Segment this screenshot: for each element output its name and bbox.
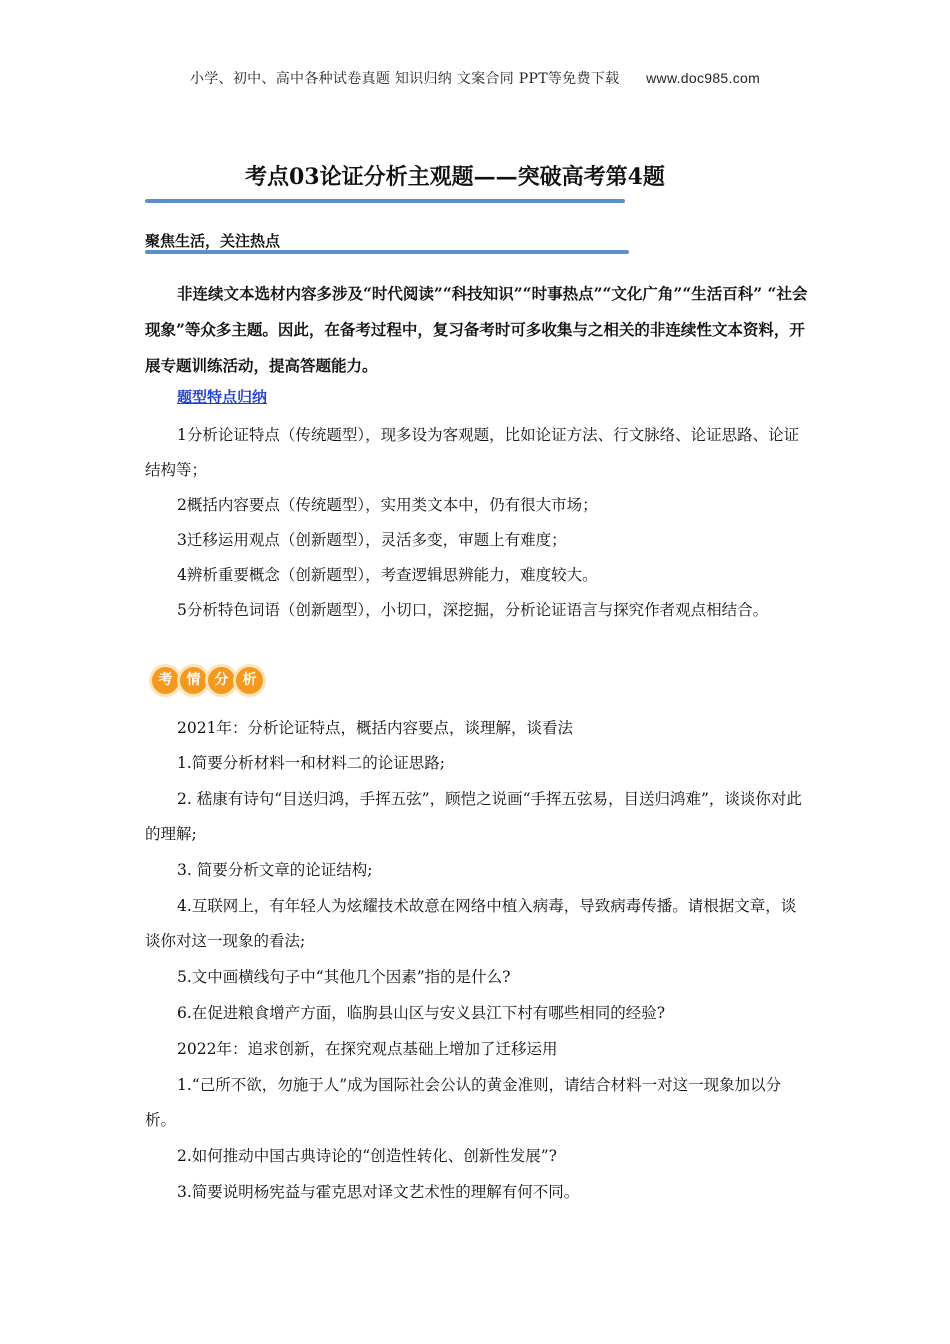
exam-analysis-badge: [152, 663, 264, 699]
feature-item-2: 2概括内容要点（传统题型），实用类文本中，仍有很大市场；: [177, 496, 598, 514]
feature-item-3: 3迁移运用观点（创新题型），灵活多变，审题上有难度；: [177, 531, 567, 549]
year-2021-item-4: 4.互联网上，有年轻人为炫耀技术故意在网络中植入病毒，导致病毒传播。请根据文章，谈谈你对这一现象的看法;: [145, 897, 797, 950]
year-2021-item-3: 3. 简要分析文章的论证结构;: [177, 861, 373, 879]
header-text: 小学、初中、高中各种试卷真题 知识归纳 文案合同 PPT等免费下载: [189, 71, 620, 87]
year-2022-item-1: 1.“己所不欲，勿施于人”成为国际社会公认的黄金准则，请结合材料一对这一现象加以分析。: [145, 1076, 782, 1129]
title-underline: [145, 199, 625, 203]
feature-item-1: 1分析论证特点（传统题型），现多设为客观题，比如论证方法、行文脉络、论证思路、论证结构等；: [145, 426, 800, 479]
year-2022-heading: 2022年：追求创新，在探究观点基础上增加了迁移运用: [177, 1040, 558, 1058]
feature-item-5: 5分析特色词语（创新题型），小切口，深挖掘，分析论证语言与探究作者观点相结合。: [177, 601, 769, 619]
feature-link[interactable]: 题型特点归纳: [177, 388, 268, 406]
badge-char-2: 情: [180, 667, 207, 694]
section-underline: [145, 250, 629, 254]
header-site[interactable]: www.doc985.com: [646, 70, 761, 86]
intro-paragraph: 非连续文本选材内容多涉及“时代阅读”“科技知识”“时事热点”“文化广角”“生活百科” “社会现象”等众多主题。因此，在备考过程中，复习备考时可多收集与之相关的非连续性文本资料，开展专题训练活动，提高答题能力。: [145, 284, 808, 375]
page-title: 考点03论证分析主观题——突破高考第4题: [245, 164, 665, 190]
page-header: [0, 68, 950, 88]
year-2021-heading: 2021年：分析论证特点，概括内容要点，谈理解，谈看法: [177, 719, 573, 737]
year-2021-item-5: 5.文中画横线句子中“其他几个因素”指的是什么?: [177, 968, 511, 986]
badge-char-4: 析: [236, 667, 263, 694]
year-2022-item-2: 2.如何推动中国古典诗论的“创造性转化、创新性发展”?: [177, 1147, 557, 1165]
year-2022-item-3: 3.简要说明杨宪益与霍克思对译文艺术性的理解有何不同。: [177, 1183, 580, 1201]
year-2021-item-2: 2. 嵇康有诗句“目送归鸿，手挥五弦”，顾恺之说画“手挥五弦易，目送归鸿难”，谈谈你对此的理解;: [145, 790, 802, 843]
badge-char-1: 考: [152, 667, 179, 694]
feature-item-4: 4辨析重要概念（创新题型），考查逻辑思辨能力，难度较大。: [177, 566, 598, 584]
section-title: 聚焦生活，关注热点: [145, 232, 281, 250]
year-2021-item-6: 6.在促进粮食增产方面，临朐县山区与安义县江下村有哪些相同的经验?: [177, 1004, 666, 1022]
badge-char-3: 分: [208, 667, 235, 694]
year-2021-item-1: 1.简要分析材料一和材料二的论证思路;: [177, 754, 446, 772]
